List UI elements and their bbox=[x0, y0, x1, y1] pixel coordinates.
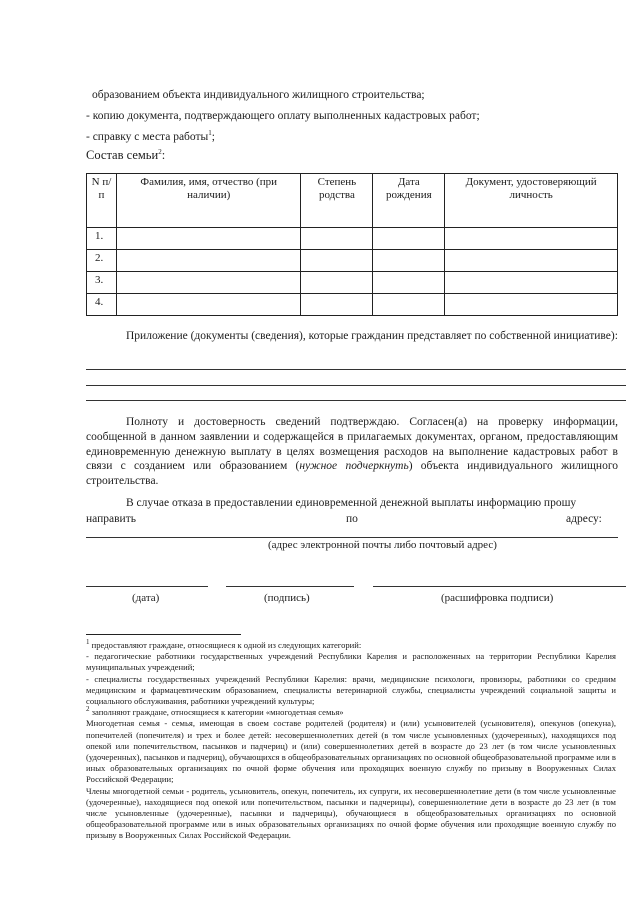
footnote-2-large-family-definition: Многодетная семья - семья, имеющая в своем составе родителей (родителя) и (или) усыновителей (усыновителя), опекунов (опекуна), попечителей (попечителя) и трех и более детей: несовершеннолетних детей (в том числе усыновленных (удочеренных), находящихся под опекой или попечительством, пасынков и падчериц) и (или) совершеннолетних детей в возрасте до 23 лет (в том числе усыновленных (удочеренных), пасынков и падчериц), обучающихся в общеобразовательных организациях по основной общеобразовательной программе или в иных образовательных организациях по очной форме обучения или проходящих военную службу по призыву в Вооруженных Силах Российской Федерации; bbox=[86, 718, 616, 785]
footnote-mark-2: 2 bbox=[86, 705, 90, 714]
top-line-2: - копию документа, подтверждающего оплату выполненных кадастровых работ; bbox=[86, 110, 480, 122]
footnote-1 bbox=[86, 640, 616, 651]
date-caption: (дата) bbox=[132, 592, 160, 604]
row-number: 3. bbox=[87, 272, 117, 294]
header-relationship: Степень родства bbox=[301, 174, 373, 228]
address-caption: (адрес электронной почты либо почтовый адрес) bbox=[268, 539, 497, 551]
cell-full-name[interactable] bbox=[116, 228, 301, 250]
footnote-2-family-members-definition: Члены многодетной семьи - родитель, усыновитель, опекун, попечитель, их супруги, их несовершеннолетние дети (в том числе усыновленные (удочеренные), находящиеся под опекой или попечительством, пасынки и падчерицы), совершеннолетние дети в возрасте до 23 лет (в том числе усыновленные (удочеренные), пасынки и падчерицы), обучающиеся в общеобразовательных организациях по основной общеобразовательной программе или в иных образовательных организациях по очной форме обучения или проходящие военную службу по призыву в Вооруженных Силах Российской Федерации. bbox=[86, 785, 616, 841]
cell-full-name[interactable] bbox=[116, 250, 301, 272]
appendix-line-2[interactable] bbox=[86, 385, 626, 386]
footnote-mark-1: 1 bbox=[86, 638, 90, 647]
confirmation-text-before: Полноту и достоверность сведений подтверждаю. Согласен(а) на проверку информации, сообщенной в данном заявлении и содержащейся в прилагаемых документах, органом, предоставляющим единовременную денежную выплату в целях возмещения расходов на выполнение кадастровых работ в связи с созданием или образованием ( bbox=[86, 416, 618, 473]
footnote-1-item-specialists: - специалисты государственных учреждений Республики Карелия: врачи, медицинские психологи, провизоры, работники со средним медицинским и фармацевтическим образованием, специалисты ветеринарной службы, специалисты учреждений социальной защиты и социального обслуживания, работники учреждений культуры; bbox=[86, 673, 616, 707]
cell-birth-date[interactable] bbox=[373, 272, 445, 294]
cell-birth-date[interactable] bbox=[373, 250, 445, 272]
header-number: N п/п bbox=[87, 174, 117, 228]
top-line-3-text: - справку с места работы bbox=[86, 131, 209, 143]
cell-id-document[interactable] bbox=[445, 250, 618, 272]
table-row bbox=[87, 294, 618, 316]
family-heading-tail: : bbox=[161, 148, 166, 162]
cell-id-document[interactable] bbox=[445, 294, 618, 316]
cell-birth-date[interactable] bbox=[373, 294, 445, 316]
footnote-1-item-teachers: - педагогические работники государственных учреждений Республики Карелия и расположенных на территории Республики Карелия муниципальных учреждений; bbox=[86, 651, 616, 673]
family-heading-text: Состав семьи bbox=[86, 148, 159, 162]
address-input-line[interactable] bbox=[86, 537, 618, 538]
header-id-document: Документ, удостоверяющий личность bbox=[445, 174, 618, 228]
header-full-name: Фамилия, имя, отчество (при наличии) bbox=[116, 174, 301, 228]
refusal-line-1: В случае отказа в предоставлении единовременной денежной выплаты информацию прошу bbox=[126, 497, 577, 509]
row-number: 1. bbox=[87, 228, 117, 250]
cell-relationship[interactable] bbox=[301, 272, 373, 294]
refusal-word-napravit: направить bbox=[86, 513, 136, 525]
signature-line[interactable] bbox=[226, 586, 354, 587]
top-line-3 bbox=[86, 130, 215, 144]
table-row bbox=[87, 250, 618, 272]
footnote-2-text: заполняют граждане, относящиеся к категории «многодетная семья» bbox=[91, 707, 344, 718]
cell-relationship[interactable] bbox=[301, 228, 373, 250]
footnotes bbox=[86, 640, 616, 842]
top-line-3-tail: ; bbox=[211, 131, 215, 143]
top-line-1: образованием объекта индивидуального жилищного строительства; bbox=[92, 89, 425, 101]
decode-caption: (расшифровка подписи) bbox=[441, 592, 554, 604]
decode-line[interactable] bbox=[373, 586, 626, 587]
footnote-ref-2: 2 bbox=[158, 147, 162, 156]
footnote-ref-1: 1 bbox=[208, 129, 212, 138]
confirmation-paragraph bbox=[86, 415, 618, 489]
cell-full-name[interactable] bbox=[116, 294, 301, 316]
footnote-2 bbox=[86, 707, 616, 718]
cell-relationship[interactable] bbox=[301, 250, 373, 272]
table-row bbox=[87, 272, 618, 294]
row-number: 2. bbox=[87, 250, 117, 272]
table-header-row bbox=[87, 174, 618, 228]
confirmation-italic: нужное подчеркнуть bbox=[299, 460, 409, 473]
confirmation-text-after: ) объекта индивидуального жилищного строительства. bbox=[86, 460, 618, 488]
cell-id-document[interactable] bbox=[445, 272, 618, 294]
cell-relationship[interactable] bbox=[301, 294, 373, 316]
row-number: 4. bbox=[87, 294, 117, 316]
header-birth-date: Дата рождения bbox=[373, 174, 445, 228]
cell-id-document[interactable] bbox=[445, 228, 618, 250]
footnote-1-text: предоставляют граждане, относящиеся к одной из следующих категорий: bbox=[91, 640, 362, 650]
family-heading bbox=[86, 148, 165, 163]
refusal-word-adresu: адресу: bbox=[566, 513, 602, 525]
appendix-line-3[interactable] bbox=[86, 400, 626, 401]
cell-full-name[interactable] bbox=[116, 272, 301, 294]
refusal-word-po: по bbox=[346, 513, 358, 525]
footnote-separator bbox=[86, 634, 241, 635]
appendix-line-1[interactable] bbox=[86, 369, 626, 370]
table-row bbox=[87, 228, 618, 250]
cell-birth-date[interactable] bbox=[373, 228, 445, 250]
date-line[interactable] bbox=[86, 586, 208, 587]
appendix-text: Приложение (документы (сведения), которые гражданин представляет по собственной инициативе): bbox=[126, 330, 618, 342]
family-table bbox=[86, 173, 618, 316]
signature-caption: (подпись) bbox=[264, 592, 310, 604]
